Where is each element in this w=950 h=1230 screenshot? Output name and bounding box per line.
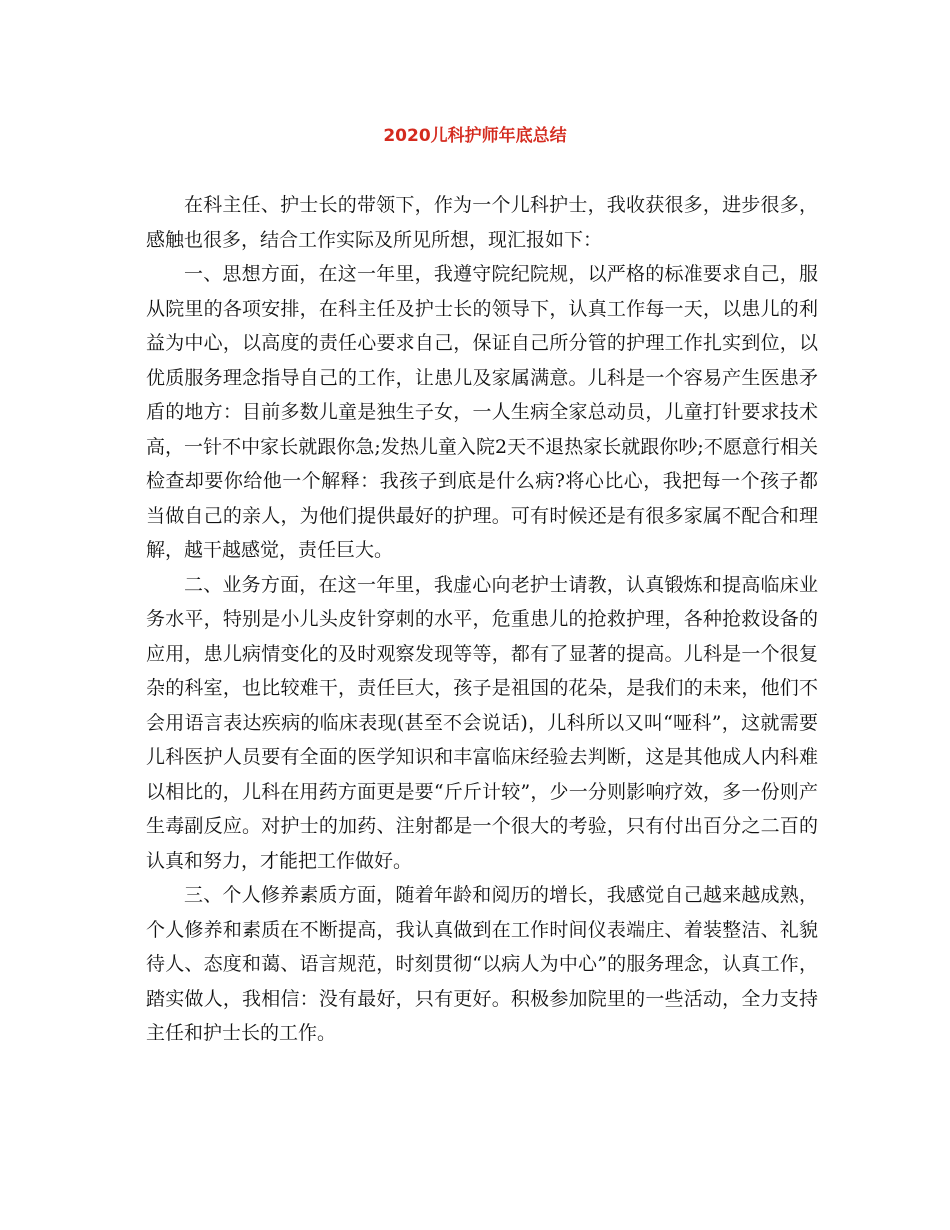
paragraph-intro: 在科主任、护士长的带领下，作为一个儿科护士，我收获很多，进步很多，感触也很多，结合工作实际及所见所想，现汇报如下： [146,194,818,251]
paragraph-business: 二、业务方面，在这一年里，我虚心向老护士请教，认真锻炼和提高临床业务水平，特别是小儿头皮针穿刺的水平，危重患儿的抢救护理，各种抢救设备的应用，患儿病情变化的及时观察发现等等，都有了显著的提高。儿科是一个很复杂的科室，也比较难干，责任巨大，孩子是祖国的花朵，是我们的未来，他们不会用语言表达疾病的临床表现(甚至不会说话)，儿科所以又叫“哑科”，这就需要儿科医护人员要有全面的医学知识和丰富临床经验去判断，这是其他成人内科难以相比的，儿科在用药方面更是要“斤斤计较”，少一分则影响疗效，多一份则产生毒副反应。对护士的加药、注射都是一个很大的考验，只有付出百分之二百的认真和努力，才能把工作做好。 [146,573,818,872]
document-title: 2020儿科护师年底总结 [383,126,567,146]
paragraph-personal: 三、个人修养素质方面，随着年龄和阅历的增长，我感觉自己越来越成熟，个人修养和素质在不断提高，我认真做到在工作时间仪表端庄、着装整洁、礼貌待人、态度和蔼、语言规范，时刻贯彻“以病人为中心”的服务理念，认真工作，踏实做人，我相信：没有最好，只有更好。积极参加院里的一些活动，全力支持主任和护士长的工作。 [146,884,818,1044]
document-body [146,188,818,1051]
paragraph-thought: 一、思想方面，在这一年里，我遵守院纪院规，以严格的标准要求自己，服从院里的各项安排，在科主任及护士长的领导下，认真工作每一天，以患儿的利益为中心，以高度的责任心要求自己，保证自己所分管的护理工作扎实到位，以优质服务理念指导自己的工作，让患儿及家属满意。儿科是一个容易产生医患矛盾的地方：目前多数儿童是独生子女，一人生病全家总动员，儿童打针要求技术高，一针不中家长就跟你急;发热儿童入院2天不退热家长就跟你吵;不愿意行相关检查却要你给他一个解释：我孩子到底是什么病?将心比心，我把每一个孩子都当做自己的亲人，为他们提供最好的护理。可有时候还是有很多家属不配合和理解，越干越感觉，责任巨大。 [146,263,818,561]
